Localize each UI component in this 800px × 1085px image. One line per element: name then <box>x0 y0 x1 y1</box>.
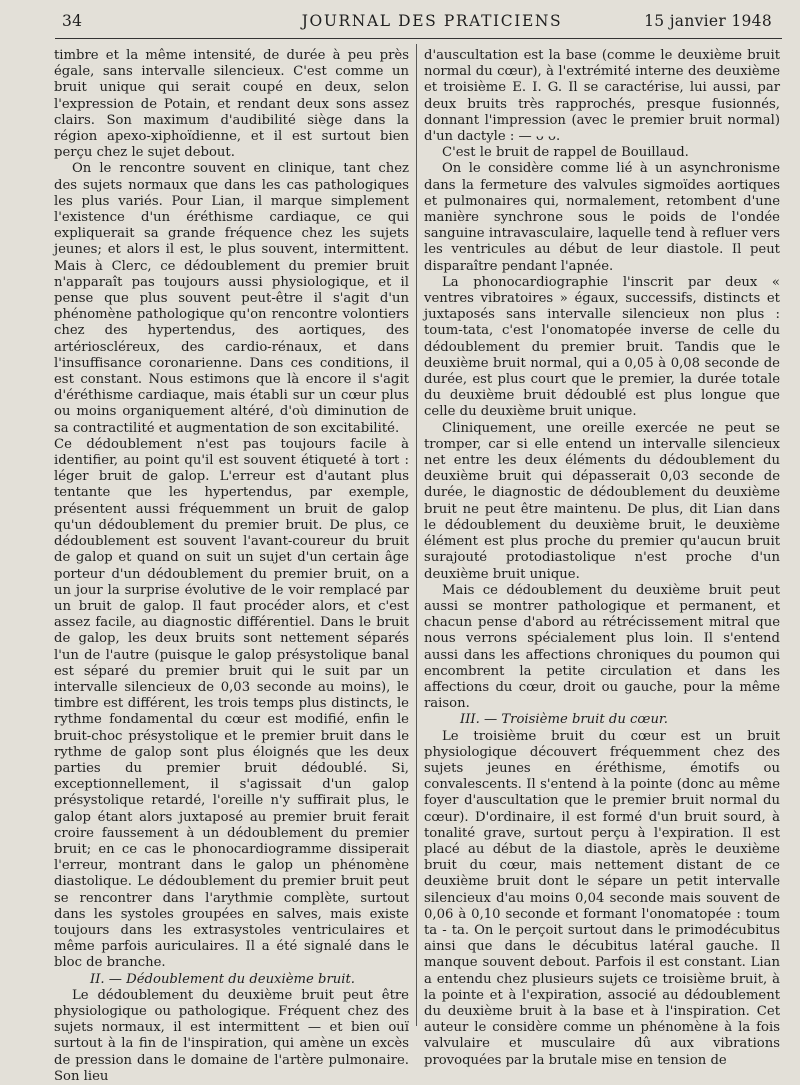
paragraph: Cliniquement, une oreille exercée ne peut se tromper, car si elle entend un intervalle silencieux net entre les deux éléments du dédoublement du deuxième bruit qui dépasserait 0,03 seconde de durée, le diagnostic de dédoublement du deuxième bruit ne peut être maintenu. De plus, dit Lian dans le dédoublement du deuxième bruit, le deuxième élément est plus proche du premier qu'aucun bruit surajouté protodiastolique n'est proche d'un deuxième bruit unique. <box>424 420 780 582</box>
page-header <box>62 12 772 36</box>
paragraph: Le troisième bruit du cœur est un bruit physiologique découvert fréquemment chez des sujets jeunes en éréthisme, émotifs ou convalescents. Il s'entend à la pointe (donc au même foyer d'auscultation que le premier bruit normal du cœur). D'ordinaire, il est formé d'un bruit sourd, à tonalité grave, surtout perçu à l'expiration. Il est placé au début de la diastole, après le deuxième bruit du cœur, mais nettement distant de ce deuxième bruit dont le sépare un petit intervalle silencieux d'au moins 0,04 seconde mais souvent de 0,06 à 0,10 seconde et formant l'onomatopée : toum ta - ta. On le perçoit surtout dans le primodécubitus ainsi que dans le décubitus latéral gauche. Il manque souvent debout. Parfois il est constant. Lian a entendu chez plusieurs sujets ce troisième bruit, à la pointe et à l'expiration, associé au dédoublement du deuxième bruit à la base et à l'inspiration. Cet auteur le considère comme un phénomène à la fois valvulaire et musculaire dû aux vibrations provoquées par la brutale mise en tension de <box>424 728 780 1068</box>
paragraph: Mais ce dédoublement du deuxième bruit peut aussi se montrer pathologique et permanent, et chacun pense d'abord au rétrécissement mitral que nous verrons spécialement plus loin. Il s'entend aussi dans les affections chroniques du poumon qui encombrent la petite circulation et dans les affections du cœur, droit ou gauche, pour la même raison. <box>424 582 780 712</box>
paragraph: timbre et la même intensité, de durée à peu près égale, sans intervalle silencieux. C'est comme un bruit unique qui serait coupé en deux, selon l'expression de Potain, et rendant deux sons assez clairs. Son maximum d'audibilité siège dans la région apexo-xiphoïdienne, et il est surtout bien perçu chez le sujet debout. <box>54 48 409 161</box>
paragraph: On le rencontre souvent en clinique, tant chez des sujets normaux que dans les cas pathologiques les plus variés. Pour Lian, il marque simplement l'existence d'un éréthisme cardiaque, ce qui expliquerait sa grande fréquence chez les sujets jeunes; et alors il est, le plus souvent, intermittent. Mais à Clerc, ce dédoublement du premier bruit n'apparaît pas toujours aussi physiologique, et il pense que plus souvent peut-être il s'agit d'un phénomène pathologique qu'on rencontre volontiers chez des hypertendus, des aortiques, des artérioscléreux, des cardio-rénaux, et dans l'insuffisance coronarienne. Dans ces conditions, il est constant. Nous estimons que là encore il s'agit d'éréthisme cardiaque, mais établi sur un cœur plus ou moins organiquement altéré, d'où diminution de sa contractilité et augmentation de son excitabilité. <box>54 161 409 436</box>
header-rule <box>55 38 782 39</box>
right-column <box>424 48 780 1069</box>
column-divider <box>416 44 417 1026</box>
paragraph: On le considère comme lié à un asynchronisme dans la fermeture des valvules sigmoïdes aortiques et pulmonaires qui, normalement, retombent d'une manière synchrone sous le poids de l'ondée sanguine intravasculaire, laquelle tend à refluer vers les ventricules au début de leur diastole. Il peut disparaître pendant l'apnée. <box>424 161 780 274</box>
paragraph: d'auscultation est la base (comme le deuxième bruit normal du cœur), à l'extrémité interne des deuxième et troisième E. I. G. Il se caractérise, lui aussi, par deux bruits très rapprochés, presque fusionnés, donnant l'impression (avec le premier bruit normal) d'un dactyle : — ᴗ ᴗ. <box>424 48 780 145</box>
issue-date: 15 janvier 1948 <box>644 12 772 30</box>
section-heading: III. — Troisième bruit du cœur. <box>460 712 668 728</box>
left-column <box>54 48 409 1085</box>
page-number: 34 <box>62 12 83 30</box>
journal-title: JOURNAL DES PRATICIENS <box>301 12 563 30</box>
paragraph: C'est le bruit de rappel de Bouillaud. <box>442 145 689 161</box>
paragraph: La phonocardiographie l'inscrit par deux « ventres vibratoires » égaux, successifs, distincts et juxtaposés sans intervalle silencieux non plus : toum-tata, c'est l'onomatopée inverse de celle du dédoublement du premier bruit. Tandis que le deuxième bruit normal, qui a 0,05 à 0,08 seconde de durée, est plus court que le premier, la durée totale du deuxième bruit dédoublé est plus longue que celle du deuxième bruit unique. <box>424 274 780 420</box>
section-heading: II. — Dédoublement du deuxième bruit. <box>90 971 355 987</box>
paragraph: Ce dédoublement n'est pas toujours facile à identifier, au point qu'il est souvent étiqueté à tort : léger bruit de galop. L'erreur est d'autant plus tentante que les hypertendus, par exemple, présentent aussi fréquemment un bruit de galop qu'un dédoublement du premier bruit. De plus, ce dédoublement est souvent l'avant-coureur du bruit de galop et quand on suit un sujet d'un certain âge porteur d'un dédoublement du premier bruit, on a un jour la surprise évolutive de le voir remplacé par un bruit de galop. Il faut procéder alors, et c'est assez facile, au diagnostic différentiel. Dans le bruit de galop, les deux bruits sont nettement séparés l'un de l'autre (puisque le galop présystolique banal est séparé du premier bruit qui le suit par un intervalle silencieux de 0,03 seconde au moins), le timbre est différent, les trois temps plus distincts, le rythme fondamental du cœur est modifié, enfin le bruit-choc présystolique et le premier bruit dans le rythme de galop sont plus éloignés que les deux parties du premier bruit dédoublé. Si, exceptionnellement, il s'agissait d'un galop présystolique retardé, l'oreille n'y suffirait plus, le galop étant alors juxtaposé au premier bruit ferait croire faussement à un dédoublement du premier bruit; en ce cas le phonocardiogramme dissiperait l'erreur, montrant dans le galop un phénomène diastolique. Le dédoublement du premier bruit peut se rencontrer dans l'arythmie complète, surtout dans les systoles groupées en salves, mais existe toujours dans les extrasystoles ventriculaires et même parfois auriculaires. Il a été signalé dans le bloc de branche. <box>54 436 409 971</box>
paragraph: Le dédoublement du deuxième bruit peut être physiologique ou pathologique. Fréquent chez des sujets normaux, il est intermittent — et bien ouï surtout à la fin de l'inspiration, qui amène un excès de pression dans le domaine de l'artère pulmonaire. Son lieu <box>54 987 409 1084</box>
